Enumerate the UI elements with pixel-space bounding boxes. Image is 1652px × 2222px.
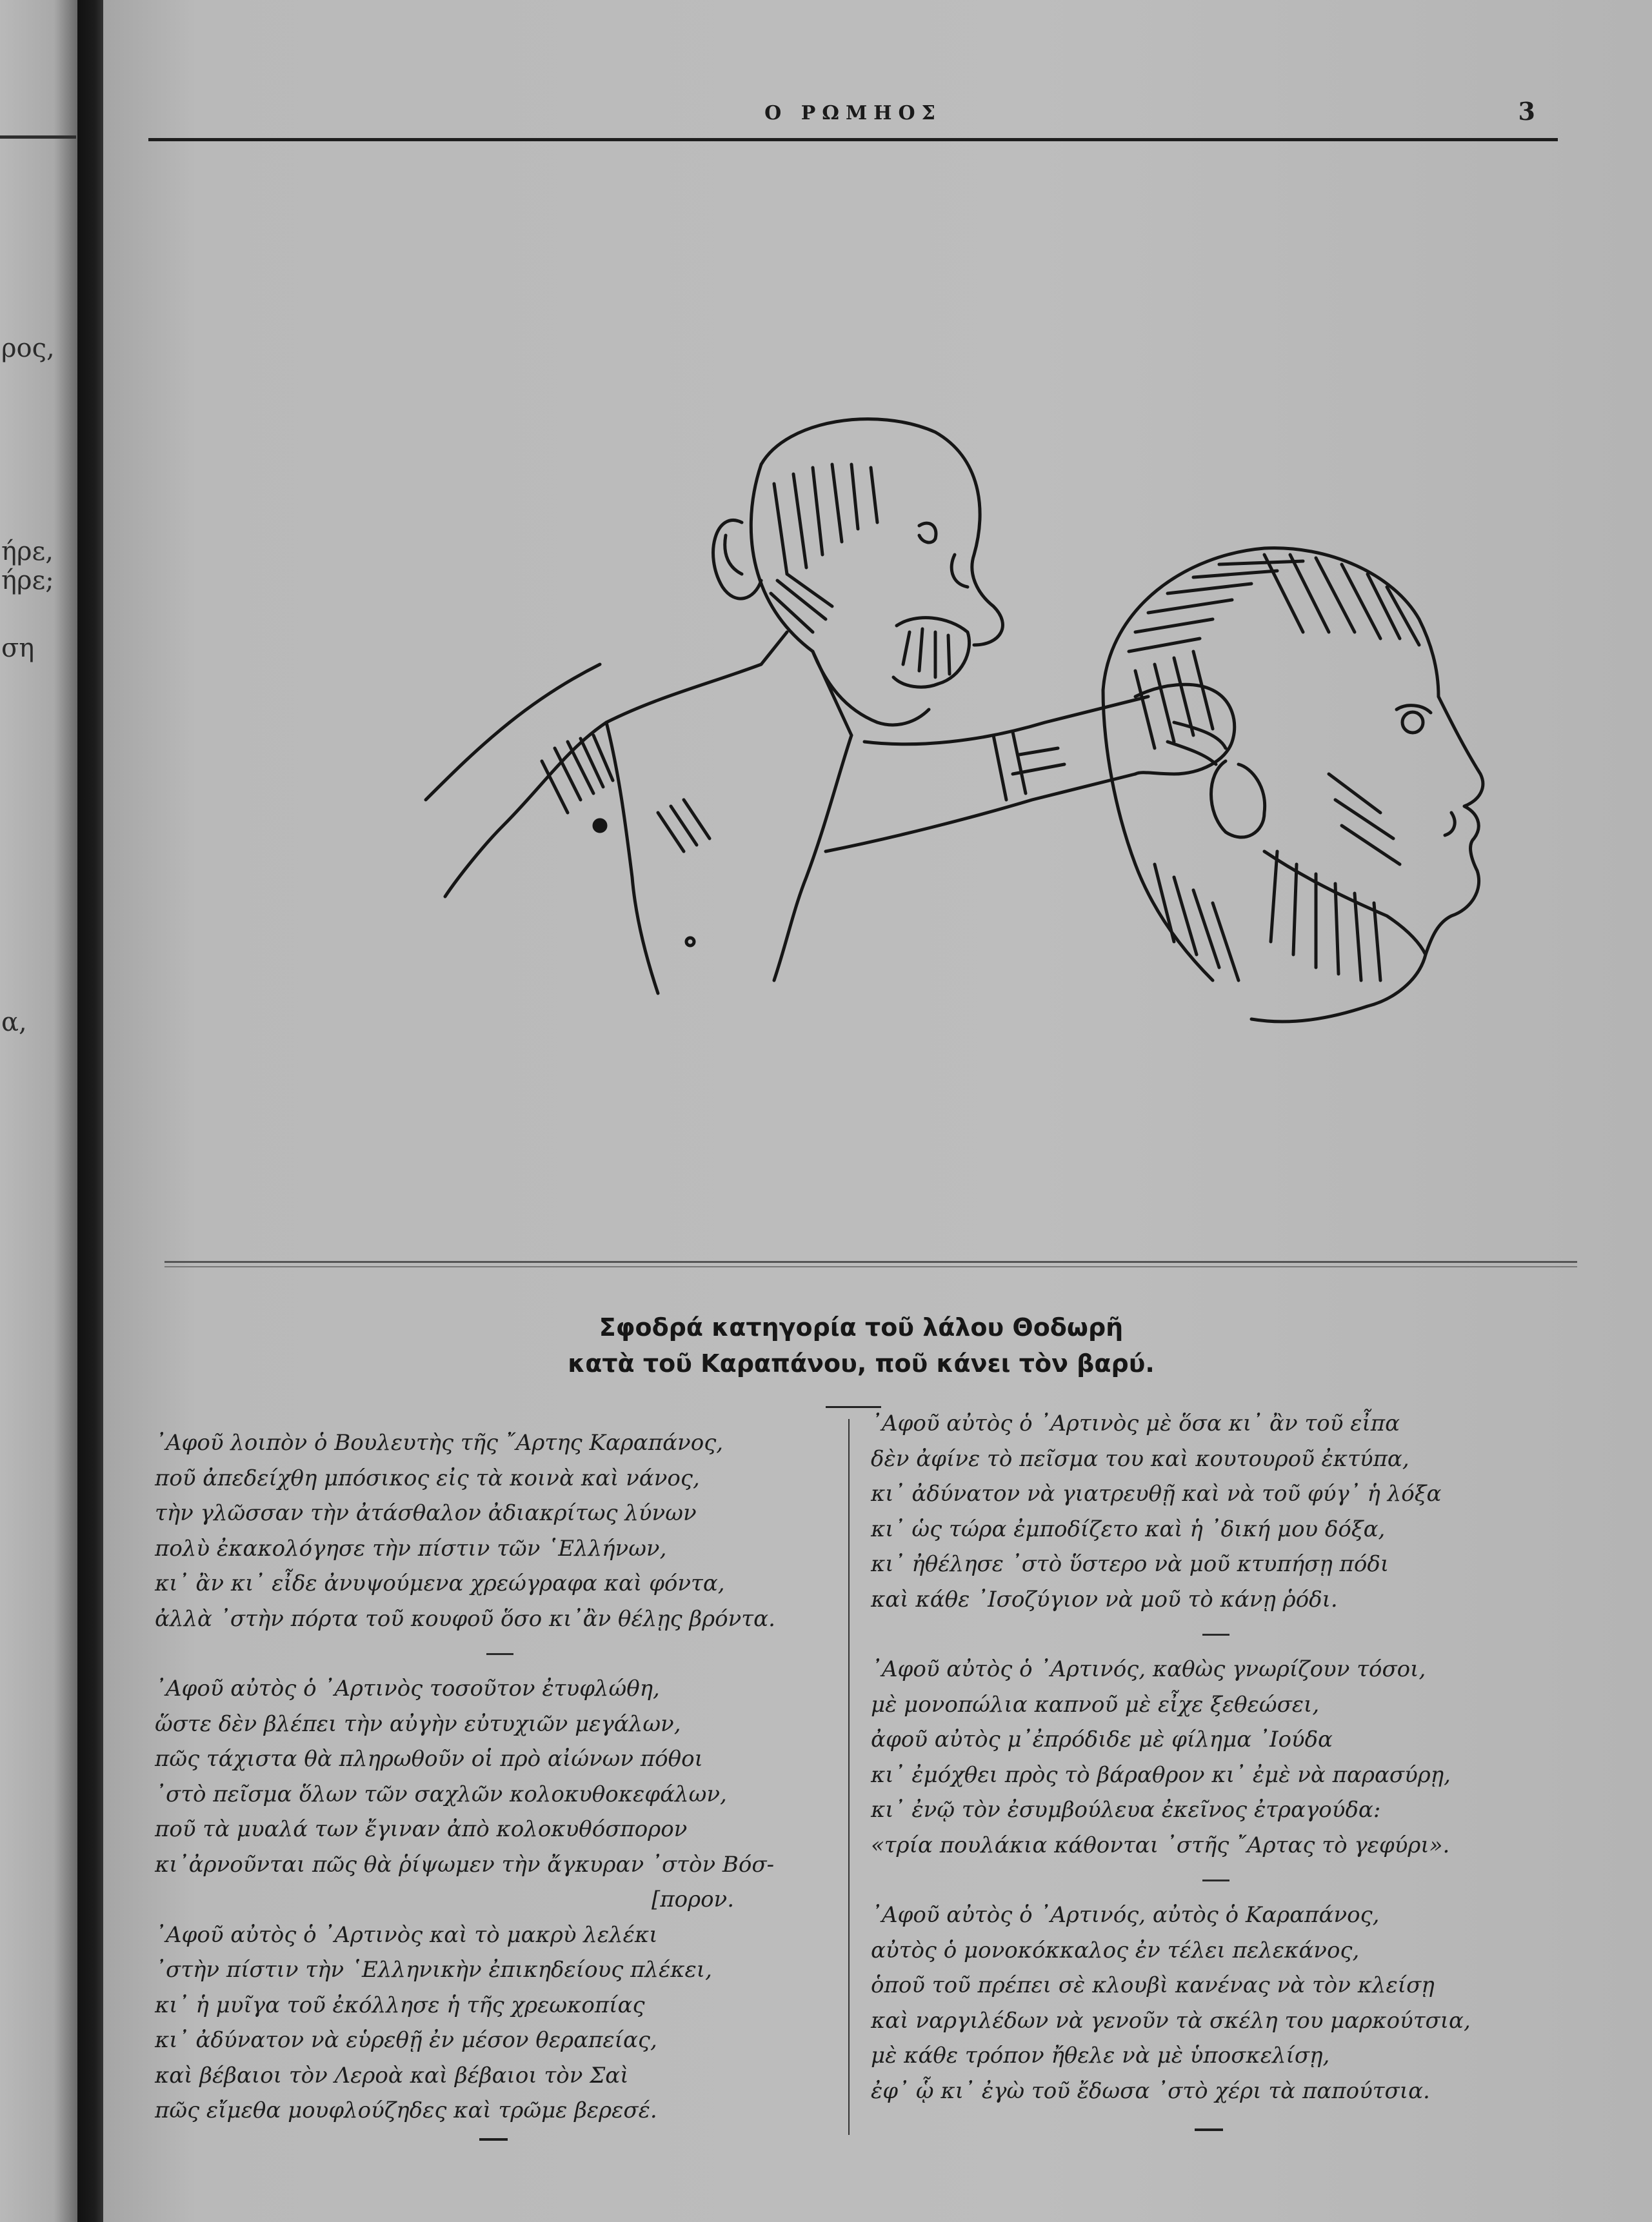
stanza xyxy=(155,1918,845,2128)
verse-line: κι᾿ ἐμόχθει πρὸς τὸ βάραθρον κι᾿ ἐμὲ νὰ παρασύρῃ, xyxy=(871,1761,1451,1788)
stanza xyxy=(871,1406,1561,1617)
verse-line: κι᾿ ἡ μυῖγα τοῦ ἐκόλλησε ἡ τῆς χρεωκοπίας xyxy=(155,1992,645,2018)
right-man-figure xyxy=(1103,548,1483,1022)
verse-line: ὁποῦ τοῦ πρέπει σὲ κλουβὶ κανένας νὰ τὸν κλείσῃ xyxy=(871,1972,1435,1998)
poem-right-column xyxy=(871,1406,1561,2108)
verse-line: κι᾿ ἂν κι᾿ εἶδε ἀνυψούμενα χρεώγραφα καὶ φόντα, xyxy=(155,1571,725,1596)
previous-page-edge xyxy=(0,0,77,2222)
verse-line: ᾿στὴν πίστιν τὴν ῾Ελληνικὴν ἐπικηδείους πλέκει, xyxy=(155,1957,712,1983)
verse-line: καὶ βέβαιοι τὸν Λεροὰ καὶ βέβαιοι τὸν Σαὶ xyxy=(155,2062,629,2088)
verse-line: ᾿Αφοῦ αὐτὸς ὁ ᾿Αρτινὸς τοσοῦτον ἐτυφλώθη, xyxy=(155,1676,660,1701)
stanza xyxy=(871,1652,1561,1863)
verse-line: κι᾿ἀρνοῦνται πῶς θὰ ῥίψωμεν τὴν ἄγκυραν ᾿στὸν Βόσ- xyxy=(155,1851,775,1878)
poem-left-column xyxy=(155,1425,845,2128)
verse-line: ᾿Αφοῦ αὐτὸς ὁ ᾿Αρτινὸς καὶ τὸ μακρὺ λελέκι xyxy=(155,1921,658,1948)
verse-line: ᾿στὸ πεῖσμα ὅλων τῶν σαχλῶν κολοκυθοκεφάλων, xyxy=(155,1781,727,1807)
verse-line: ποῦ τὰ μυαλά των ἔγιναν ἀπὸ κολοκυθόσπορον xyxy=(155,1816,688,1842)
stanza-separator xyxy=(155,1636,845,1671)
header-rule xyxy=(148,138,1558,141)
verse-line: δὲν ἀφίνε τὸ πεῖσμα του καὶ κουτουροῦ ἐκτύπα, xyxy=(871,1445,1409,1472)
verse-line: ἀλλὰ ᾿στὴν πόρτα τοῦ κουφοῦ ὅσο κι᾿ἂν θέλῃς βρόντα. xyxy=(155,1605,775,1632)
column-rule xyxy=(848,1419,850,2135)
caption-line-2: κατὰ τοῦ Καραπάνου, ποῦ κάνει τὸν βαρύ. xyxy=(568,1349,1155,1378)
verse-line: ᾿Αφοῦ αὐτὸς ὁ ᾿Αρτινός, καθὼς γνωρίζουν τόσοι, xyxy=(871,1656,1426,1682)
caption-line-1: Σφοδρά κατηγορία τοῦ λάλου Θοδωρῆ xyxy=(599,1313,1124,1342)
verse-line: μὲ κάθε τρόπον ἤθελε νὰ μὲ ὑποσκελίσῃ, xyxy=(871,2043,1330,2068)
page-number: 3 xyxy=(1518,97,1535,126)
column-end-dash xyxy=(1195,2128,1223,2131)
verse-line: πολὺ ἐκακολόγησε τὴν πίστιν τῶν ῾Ελλήνων, xyxy=(155,1535,667,1562)
stanza xyxy=(155,1425,845,1636)
verse-continuation: [πορον. xyxy=(652,1887,735,1912)
verse-line: καὶ κάθε ᾿Ισοζύγιον νὰ μοῦ τὸ κάνῃ ῥόδι. xyxy=(871,1586,1338,1612)
running-title: Ο ΡΩΜΗΟΣ xyxy=(764,102,942,124)
verse-line: ποῦ ἀπεδείχθη μπόσικος εἰς τὰ κοινὰ καὶ νάνος, xyxy=(155,1465,700,1491)
verse-line: ἐφ᾿ ᾧ κι᾿ ἐγὼ τοῦ ἔδωσα ᾿στὸ χέρι τὰ παπούτσια. xyxy=(871,2078,1430,2104)
verse-line: κι᾿ ἠθέλησε ᾿στὸ ὕστερο νὰ μοῦ κτυπήσῃ πόδι xyxy=(871,1551,1389,1577)
page-header xyxy=(148,97,1558,148)
previous-page-fragment: ήρε, xyxy=(1,537,54,566)
verse-line: ὥστε δὲν βλέπει τὴν αὐγὴν εὐτυχιῶν μεγάλων, xyxy=(155,1711,681,1737)
verse-line: πῶς εἴμεθα μουφλούζηδες καὶ τρῶμε βερεσέ. xyxy=(155,2098,657,2123)
stanza xyxy=(871,1898,1561,2108)
book-gutter xyxy=(77,0,106,2222)
verse-line: πῶς τάχιστα θὰ πληρωθοῦν οἱ πρὸ αἰώνων πόθοι xyxy=(155,1746,703,1772)
previous-page-header-rule xyxy=(0,135,76,139)
previous-page-fragment: ρος, xyxy=(1,333,55,363)
caricature-illustration xyxy=(297,361,1535,1213)
verse-line: ἀφοῦ αὐτὸς μ᾿ἐπρόδιδε μὲ φίλημα ᾿Ιούδα xyxy=(871,1727,1333,1752)
newspaper-page xyxy=(103,0,1652,2222)
verse-line: ᾿Αφοῦ αὐτὸς ὁ ᾿Αρτινός, αὐτὸς ὁ Καραπάνος, xyxy=(871,1902,1380,1928)
verse-line: ᾿Αφοῦ λοιπὸν ὁ Βουλευτὴς τῆς ῎Αρτης Καραπάνος, xyxy=(155,1430,724,1456)
illustration-caption xyxy=(361,1309,1361,1382)
stanza-separator xyxy=(871,1863,1561,1898)
verse-line: κι᾿ ὡς τώρα ἐμποδίζετο καὶ ἡ ᾿δική μου δόξα, xyxy=(871,1516,1386,1542)
verse-line: καὶ ναργιλέδων νὰ γενοῦν τὰ σκέλη του μαρκούτσια, xyxy=(871,2007,1471,2034)
column-end-dash xyxy=(479,2138,508,2141)
stanza xyxy=(155,1671,845,1918)
verse-line: «τρία πουλάκια κάθονται ᾿στῆς ῎Αρτας τὸ γεφύρι». xyxy=(871,1832,1450,1858)
previous-page-fragment: ση xyxy=(1,633,35,663)
previous-page-fragment: ήρε; xyxy=(1,566,54,595)
verse-line: ᾿Αφοῦ αὐτὸς ὁ ᾿Αρτινὸς μὲ ὅσα κι᾿ ἂν τοῦ εἶπα xyxy=(871,1411,1400,1436)
verse-line: κι᾿ ἀδύνατον νὰ εὑρεθῇ ἐν μέσον θεραπείας, xyxy=(155,2027,657,2053)
verse-line: κι᾿ ἐνῷ τὸν ἐσυμβούλευα ἐκεῖνος ἐτραγούδα: xyxy=(871,1797,1381,1823)
section-separator-rule xyxy=(164,1261,1577,1267)
verse-line: τὴν γλῶσσαν τὴν ἀτάσθαλον ἀδιακρίτως λύνων xyxy=(155,1500,697,1526)
verse-line: μὲ μονοπώλια καπνοῦ μὲ εἶχε ξεθεώσει, xyxy=(871,1691,1320,1718)
left-man-figure xyxy=(426,419,1235,993)
verse-line: κι᾿ ἀδύνατον νὰ γιατρευθῇ καὶ νὰ τοῦ φύγ᾿ ἡ λόξα xyxy=(871,1481,1442,1507)
stanza-separator xyxy=(871,1617,1561,1652)
verse-line: αὐτὸς ὁ μονοκόκκαλος ἐν τέλει πελεκάνος, xyxy=(871,1937,1360,1963)
previous-page-fragment: α, xyxy=(1,1007,27,1037)
